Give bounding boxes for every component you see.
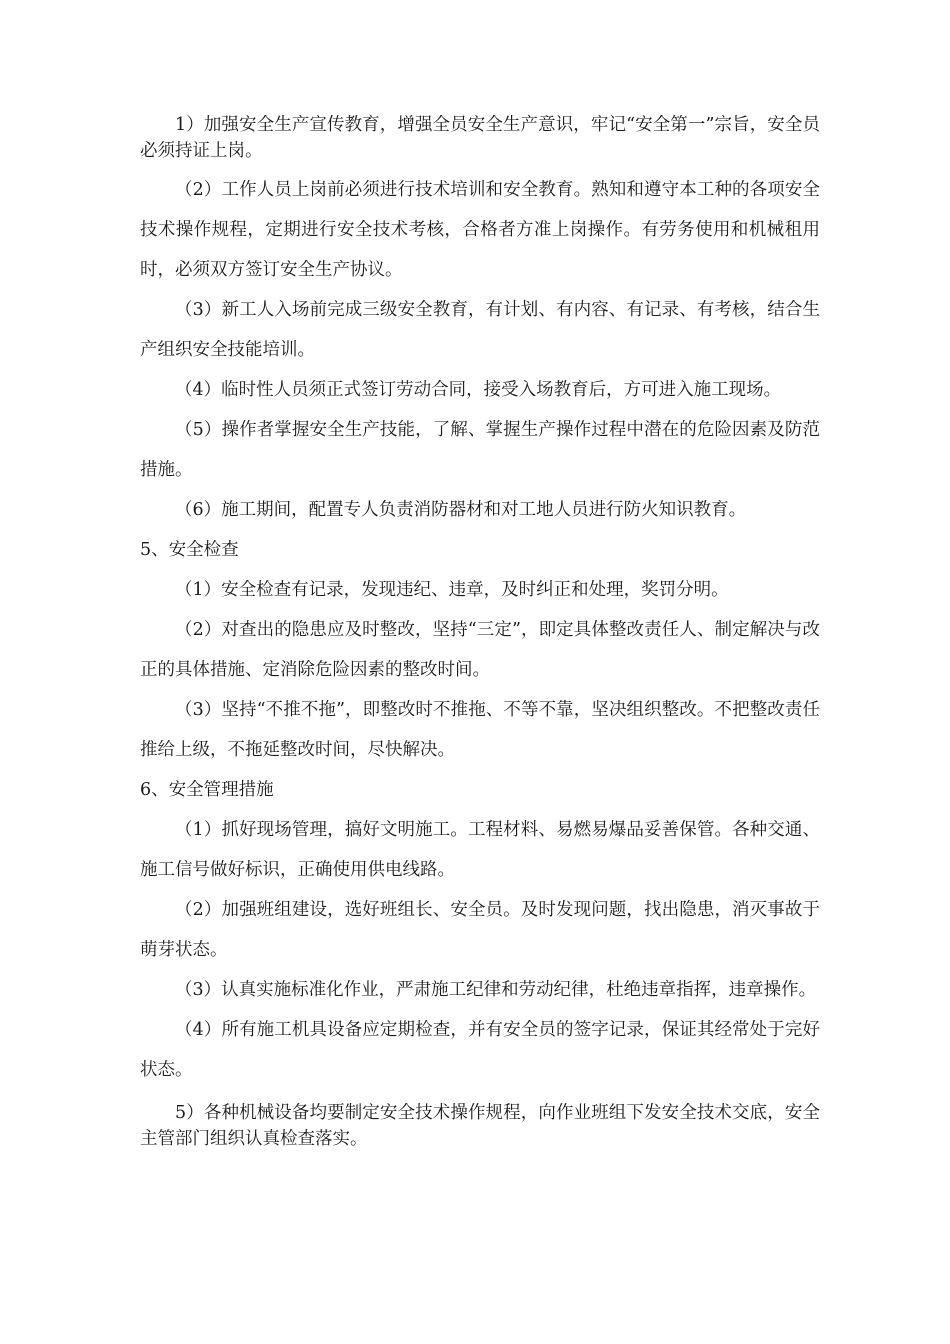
section-heading-safety-management: 6、安全管理措施 [140, 780, 274, 800]
paragraph-standardized-work: （3）认真实施标准化作业，严肃施工纪律和劳动纪律，杜绝违章指挥，违章操作。 [175, 980, 817, 1000]
paragraph-inspection-records: （1）安全检查有记录，发现违纪、违章，及时纠正和处理，奖罚分明。 [175, 580, 729, 600]
paragraph-technical-training: （2）工作人员上岗前必须进行技术培训和安全教育。熟知和遵守本工种的各项安全技术操作规程，定期进行安全技术考核，合格者方准上岗操作。有劳务使用和机械租用时，必须双方签订安全生产协议。 [140, 180, 820, 280]
paragraph-equipment-inspection: （4）所有施工机具设备应定期检查，并有安全员的签字记录，保证其经常处于完好状态。 [140, 1020, 820, 1080]
paragraph-safety-education: 1）加强安全生产宣传教育，增强全员安全生产意识，牢记“安全第一”宗旨，安全员必须持证上岗。 [140, 115, 820, 161]
document-page [140, 112, 820, 1152]
paragraph-no-delay: （3）坚持“不推不拖”，即整改时不推拖、不等不靠，坚决组织整改。不把整改责任推给上级，不拖延整改时间，尽快解决。 [140, 700, 820, 760]
paragraph-team-building: （2）加强班组建设，选好班组长、安全员。及时发现问题，找出隐患，消灭事故于萌芽状态。 [140, 900, 820, 960]
section-heading-safety-inspection: 5、安全检查 [140, 540, 239, 560]
paragraph-three-fixes: （2）对查出的隐患应及时整改，坚持“三定”，即定具体整改责任人、制定解决与改正的具体措施、定消除危险因素的整改时间。 [140, 620, 820, 680]
paragraph-machinery-procedures: 5）各种机械设备均要制定安全技术操作规程，向作业班组下发安全技术交底，安全主管部门组织认真检查落实。 [140, 1103, 820, 1149]
paragraph-operator-skills: （5）操作者掌握安全生产技能，了解、掌握生产操作过程中潜在的危险因素及防范措施。 [140, 420, 820, 480]
paragraph-new-worker-education: （3）新工人入场前完成三级安全教育，有计划、有内容、有记录、有考核，结合生产组织安全技能培训。 [140, 300, 820, 360]
paragraph-temporary-personnel: （4）临时性人员须正式签订劳动合同，接受入场教育后，方可进入施工现场。 [175, 380, 782, 400]
paragraph-fire-safety: （6）施工期间，配置专人负责消防器材和对工地人员进行防火知识教育。 [175, 500, 747, 520]
paragraph-site-management: （1）抓好现场管理，搞好文明施工。工程材料、易燃易爆品妥善保管。各种交通、施工信号做好标识，正确使用供电线路。 [140, 820, 820, 880]
